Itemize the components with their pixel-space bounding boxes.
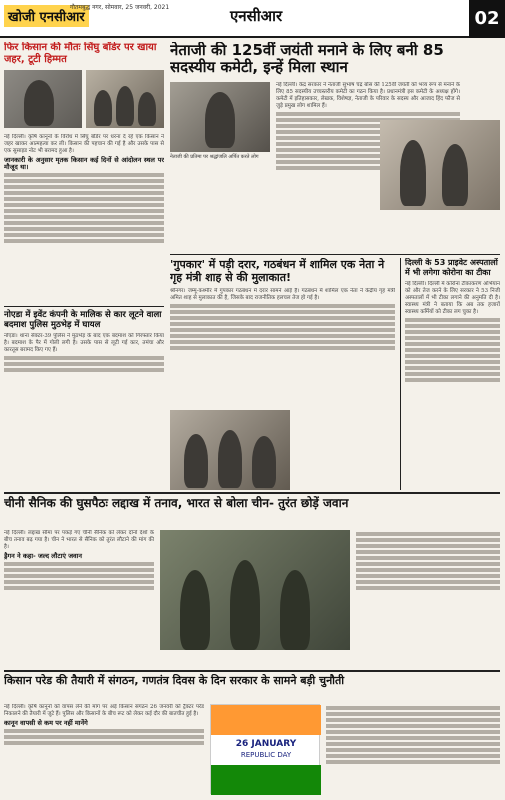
china-headline: चीनी सैनिक की घुसपैठः लद्दाख में तनाव, भारत से बोला चीन- तुरंत छोड़ें जवान: [4, 496, 349, 510]
netaji-caption: नेताजी की प्रतिमा पर श्रद्धांजलि अर्पित करते लोग: [170, 154, 259, 160]
netaji-photo: [170, 82, 270, 152]
china-body-2: [356, 530, 500, 665]
dateline: गौतमबुद्ध नगर, सोमवार, 25 जनवरी, 2021: [70, 4, 170, 11]
gupkar-headline: 'गुपकार' में पड़ी दरार, गठबंधन में शामिल एक नेता ने गृह मंत्री शाह से की मुलाकात!: [170, 258, 385, 284]
left-story-noida: [4, 306, 164, 406]
republic-day-title: 26 JANUARY: [235, 739, 297, 749]
farmer-subhead: जानकारी के अनुसार मृतक किसान कई दिनों से आंदोलन स्थल पर मौजूद था।: [4, 156, 164, 171]
farmer-headline: फिर किसान की मौतः सिंघु बॉर्डर पर खाया जहर, टूटी हिम्मत: [4, 42, 157, 65]
netaji-body: नई दिल्ली। केंद्र सरकार ने नेताजी सुभाष चंद्र बोस की 125वीं जयंती को भव्य रूप से मनाने के लिए 85 सदस्यीय उच्चस्तरीय कमेटी का गठन किया है। प्रधानमंत्री इस कमेटी के अध्यक्ष होंगे। कमेटी में इतिहासकार, लेखक, विशेषज्ञ, नेताजी के परिवार के सदस्य और आजाद हिंद फौज से जुड़े प्रमुख लोग शामिल हैं।: [276, 82, 460, 247]
protest-photo: [86, 70, 164, 128]
parade-headline: किसान परेड की तैयारी में संगठन, गणतंत्र दिवस के दिन सरकार के सामने बड़ी चुनौती: [4, 674, 345, 687]
farmer-photo: [4, 70, 82, 128]
parade-subhead: कानून वापसी से कम पर नहीं मानेंगे: [4, 719, 88, 727]
gupkar-photo: [170, 410, 290, 490]
farmer-parade-story: [4, 674, 500, 798]
parade-body-2: [326, 704, 500, 796]
section-title: एनसीआर: [230, 7, 283, 25]
noida-headline: नोएडा में इवेंट कंपनी के मालिक से कार लूटने वाला बदमाश पुलिस मुठभेड़ में घायल: [4, 310, 162, 330]
parade-body: नई दिल्ली। कृषि कानूनों को वापस लेने की मांग पर अड़े किसान संगठन 26 जनवरी को ट्रैक्टर परेड निकालने की तैयारी में जुटे हैं। पुलिस और किसानों के बीच रूट को लेकर कई दौर की बातचीत हुई है। कानून वापसी से कम पर नहीं मानेंगे: [4, 704, 204, 796]
page-header: [0, 0, 505, 38]
page-number: 02: [469, 0, 505, 38]
china-body: नई दिल्ली। लद्दाख सीमा पर पकड़े गए चीनी सैनिक को लेकर दोनों देशों के बीच तनाव बढ़ गया है। चीन ने भारत से सैनिक को तुरंत लौटाने की मांग की है। ड्रैगन ने कहा- जल्द लौटाएं जवान: [4, 530, 154, 665]
farmer-body: नई दिल्ली। कृषि कानूनों के विरोध में सिंघु बॉर्डर पर धरना दे रहे एक किसान ने जहर खाकर आत्महत्या कर ली। किसान की पहचान की गई है और उसके पास से एक सुसाइड नोट भी बरामद हुआ है। जानकारी के अनुसार मृतक किसान कई दिनों से आंदोलन स्थल पर मौजूद था।: [4, 134, 164, 300]
republic-day-graphic: [210, 704, 320, 794]
china-story: [4, 496, 500, 668]
covid-headline: दिल्ली के 53 प्राइवेट अस्पतालों में भी लगेगा कोरोना का टीका: [405, 258, 498, 277]
republic-day-text: REPUBLIC DAY: [240, 751, 292, 759]
covid-body: नई दिल्ली। दिल्ली में कोरोना टीकाकरण अभियान को और तेज करने के लिए सरकार ने 53 निजी अस्पतालों में भी टीका लगाने की अनुमति दी है। स्वास्थ्य मंत्री ने बताया कि अब तक हजारों स्वास्थ्य कर्मियों को टीका लग चुका है।: [405, 281, 500, 461]
noida-body: नोएडा। थाना सेक्टर-39 पुलिस ने मुठभेड़ के बाद एक बदमाश को गिरफ्तार किया है। बदमाश के पैर में गोली लगी है। उसके पास से लूटी गई कार, तमंचा और कारतूस बरामद किए गए हैं।: [4, 333, 164, 389]
masthead: खोजी एनसीआर: [4, 5, 89, 27]
china-subhead: ड्रैगन ने कहा- जल्द लौटाएं जवान: [4, 552, 82, 560]
soldiers-photo: [160, 530, 350, 650]
gupkar-story: [170, 258, 395, 408]
left-story-farmer: [4, 42, 164, 302]
right-photo: [380, 120, 500, 210]
covid-story: [400, 258, 500, 490]
gupkar-body: श्रीनगर। जम्मू-कश्मीर में गुपकार गठबंधन में दरार सामने आई है। गठबंधन में शामिल एक नेता ने केंद्रीय गृह मंत्री अमित शाह से मुलाकात की है, जिसके बाद राजनीतिक हलचल तेज हो गई है।: [170, 288, 395, 388]
netaji-headline: नेताजी की 125वीं जयंती मनाने के लिए बनी 85 सदस्यीय कमेटी, इन्हें मिला स्थान: [170, 42, 444, 76]
